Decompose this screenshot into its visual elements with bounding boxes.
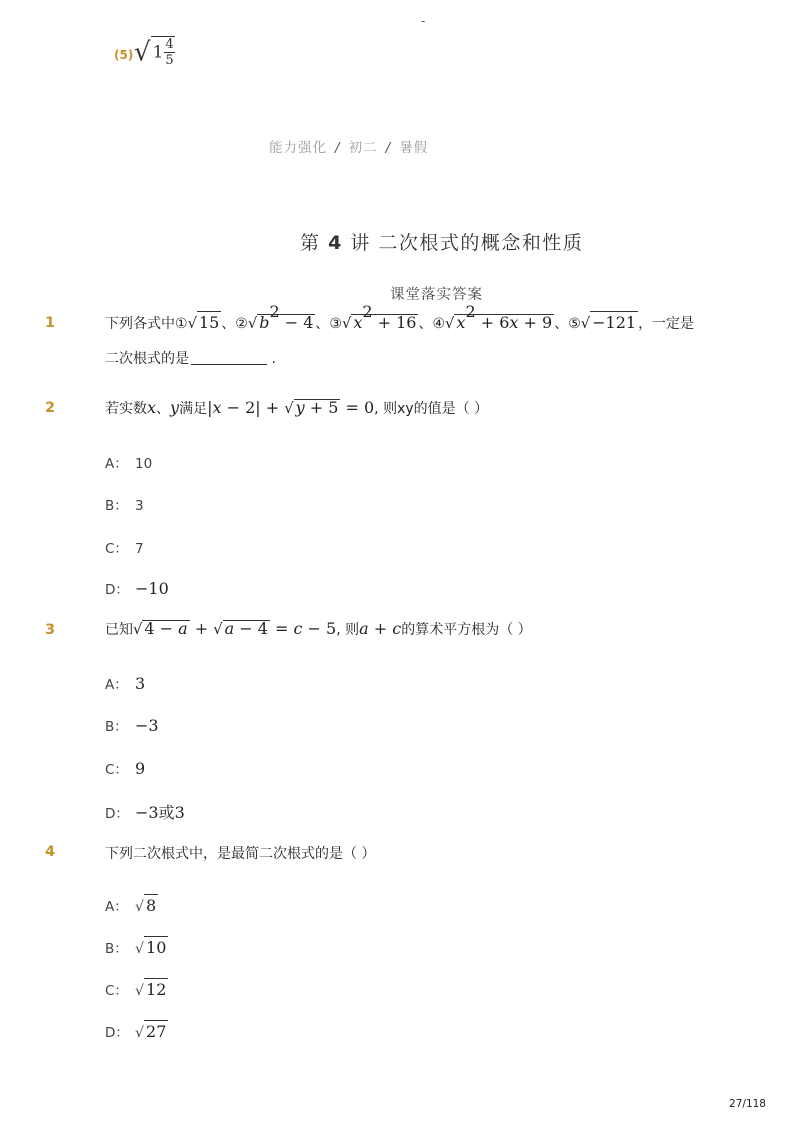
question-text: 已知√ 4 − a + √ a − 4 = c − 5, 则a + c的算术平方根为（ ） bbox=[105, 619, 532, 638]
question-number: 2 bbox=[45, 400, 56, 416]
breadcrumb-separator: / bbox=[385, 140, 392, 156]
item-label: (5) bbox=[114, 48, 134, 62]
answer-blank[interactable] bbox=[191, 364, 267, 365]
option-c[interactable]: C： 9 bbox=[105, 759, 146, 778]
option-c[interactable]: C： 7 bbox=[105, 541, 144, 557]
option-c[interactable]: C： √ 12 bbox=[105, 980, 167, 999]
page-number: 27/118 bbox=[729, 1098, 766, 1110]
option-b[interactable]: B： −3 bbox=[105, 716, 159, 735]
fraction: $\frac{4}{5}$ bbox=[165, 37, 174, 68]
option-a[interactable]: A： √ 8 bbox=[105, 896, 157, 915]
question-number: 3 bbox=[45, 622, 56, 638]
page-title: 第 4 讲 二次根式的概念和性质 bbox=[300, 232, 584, 254]
breadcrumb bbox=[269, 136, 428, 156]
question-text: 下列各式中①√ 15 、②√ $b^2 - 4$ 、③√ $x^2 + 16$ 、④√ $x^2 + 6x + 9$ 、⑤√ −121 ，一定是 bbox=[105, 302, 695, 333]
option-d[interactable]: D： √ 27 bbox=[105, 1022, 167, 1041]
option-a[interactable]: A： 3 bbox=[105, 674, 146, 693]
option-b[interactable]: B： √ 10 bbox=[105, 938, 167, 957]
question-text: 下列二次根式中，是最简二次根式的是（ ） bbox=[105, 846, 376, 862]
question-number: 4 bbox=[45, 844, 56, 860]
breadcrumb-item: 能力强化 bbox=[269, 140, 327, 156]
page-subtitle: 课堂落实答案 bbox=[390, 287, 483, 303]
page-top-mark: - bbox=[421, 14, 426, 28]
mixed-fraction-radical: √ 1 $\frac{4}{5}$ bbox=[134, 37, 174, 68]
question-number: 1 bbox=[45, 315, 56, 331]
option-d[interactable]: D： −10 bbox=[105, 579, 169, 598]
option-d[interactable]: D： −3或3 bbox=[105, 803, 185, 822]
option-b[interactable]: B： 3 bbox=[105, 498, 144, 514]
question-text-line2: 二次根式的是 . bbox=[105, 351, 276, 367]
breadcrumb-item: 暑假 bbox=[399, 140, 429, 156]
question-text: 若实数x、y满足|x − 2| + √ y + 5 = 0, 则xy的值是（ ） bbox=[105, 398, 489, 417]
whole-part: 1 bbox=[152, 42, 164, 63]
lesson-number: 4 bbox=[328, 232, 343, 254]
breadcrumb-separator: / bbox=[335, 140, 341, 156]
breadcrumb-item: 初二 bbox=[348, 140, 378, 156]
option-a[interactable]: A： 10 bbox=[105, 456, 153, 472]
